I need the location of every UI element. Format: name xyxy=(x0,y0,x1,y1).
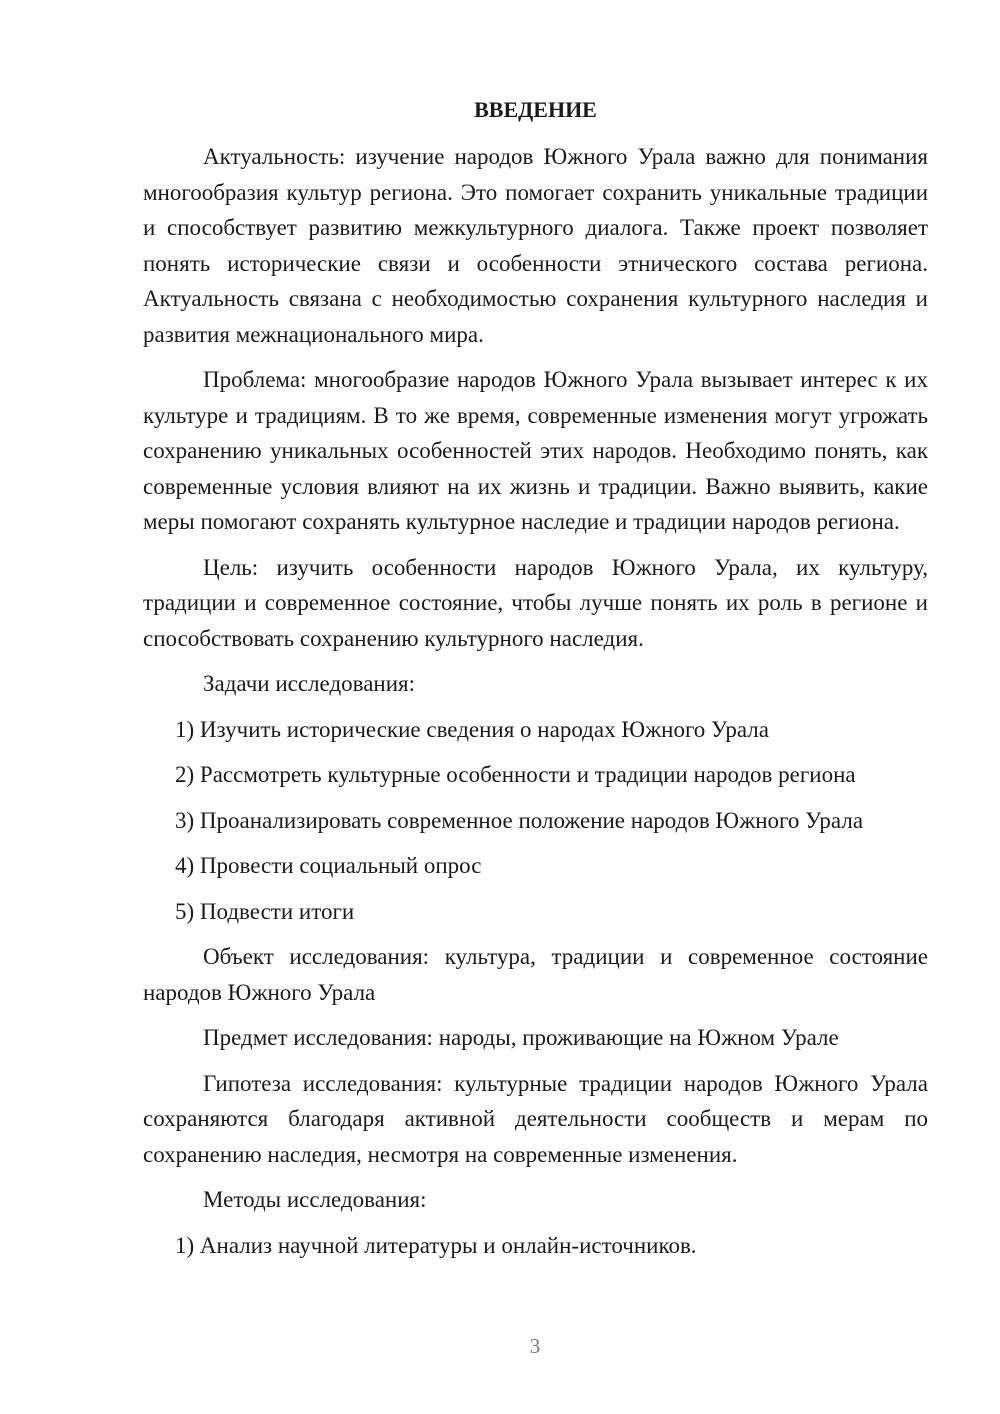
object-paragraph: Объект исследования: культура, традиции и современное состояние народов Южного Урала xyxy=(143,944,928,1005)
problem-paragraph: Проблема: многообразие народов Южного Урала вызывает интерес к их культуре и традициям. В то же время, современные изменения могут угрожать сохранению уникальных особенностей этих народов. Необходимо понять, как современные условия влияют на их жизнь и традиции. Важно выявить, какие меры помогают сохранять культурное наследие и традиции народов региона. xyxy=(143,367,928,534)
methods-heading: Методы исследования: xyxy=(203,1187,427,1212)
page-number: 3 xyxy=(529,1334,541,1358)
list-item: 4) Провести социальный опрос xyxy=(175,853,482,878)
relevance-paragraph: Актуальность: изучение народов Южного Урала важно для понимания многообразия культур региона. Это помогает сохранить уникальные традиции и способствует развитию межкультурного диалога. Также проект позволяет понять исторические связи и особенности этнического состава региона. Актуальность связана с необходимостью сохранения культурного наследия и развития межнационального мира. xyxy=(143,144,928,347)
hypothesis-paragraph: Гипотеза исследования: культурные традиции народов Южного Урала сохраняются благодаря активной деятельности сообществ и мерам по сохранению наследия, несмотря на современные изменения. xyxy=(143,1070,928,1167)
document-page xyxy=(143,92,928,1273)
subject-paragraph: Предмет исследования: народы, проживающие на Южном Урале xyxy=(203,1025,839,1050)
goal-paragraph: Цель: изучить особенности народов Южного Урала, их культуру, традиции и современное состояние, чтобы лучше понять их роль в регионе и способствовать сохранению культурного наследия. xyxy=(143,554,928,651)
list-item: 3) Проанализировать современное положение народов Южного Урала xyxy=(175,807,864,833)
tasks-list xyxy=(143,712,928,930)
list-item: 1) Анализ научной литературы и онлайн-источников. xyxy=(175,1232,697,1258)
list-item: 5) Подвести итоги xyxy=(175,898,355,924)
list-item: 1) Изучить исторические сведения о народах Южного Урала xyxy=(175,716,769,742)
list-item: 2) Рассмотреть культурные особенности и традиции народов региона xyxy=(175,762,856,787)
methods-list xyxy=(143,1228,928,1264)
section-title: ВВЕДЕНИЕ xyxy=(474,97,597,122)
tasks-heading: Задачи исследования: xyxy=(203,671,416,696)
